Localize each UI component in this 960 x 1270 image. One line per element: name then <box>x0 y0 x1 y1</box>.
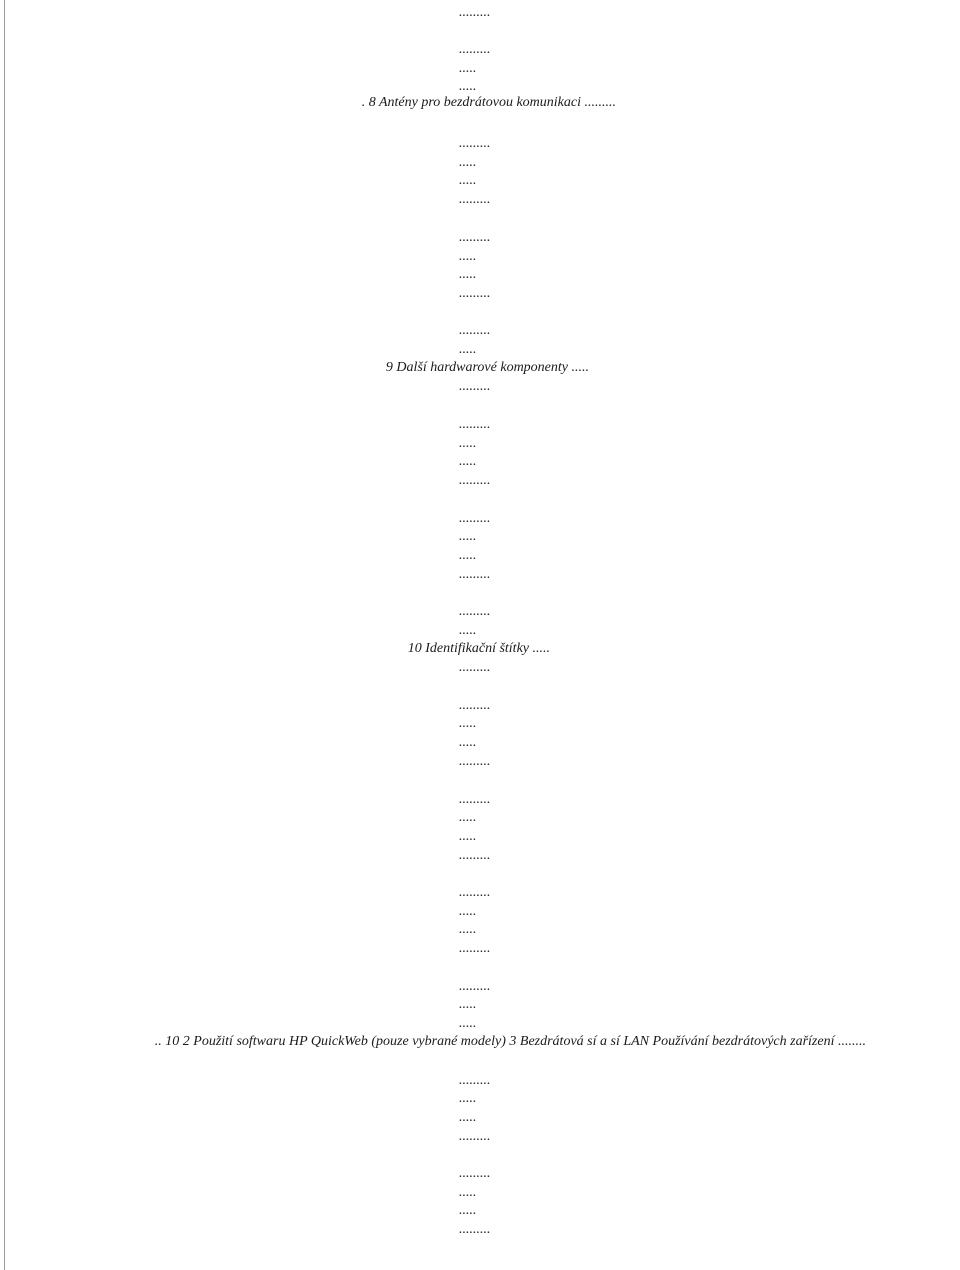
toc-entry-antennas: . 8 Antény pro bezdrátovou komunikaci ......... <box>361 95 616 110</box>
dot-leader: ..... <box>459 904 477 919</box>
dot-leader: ..... <box>459 155 477 170</box>
dot-leader: ..... <box>459 529 477 544</box>
dot-leader: ......... <box>459 1166 491 1181</box>
dot-leader: ......... <box>459 286 491 301</box>
dot-leader: ..... <box>459 1185 477 1200</box>
dot-leader: ..... <box>459 267 477 282</box>
dot-leader: ..... <box>459 997 477 1012</box>
dot-leader: ..... <box>459 342 477 357</box>
dot-leader: ......... <box>459 567 491 582</box>
dot-leader: ..... <box>459 716 477 731</box>
dot-leader: ......... <box>459 192 491 207</box>
dot-leader: ......... <box>459 754 491 769</box>
dot-leader: ......... <box>459 323 491 338</box>
dot-leader: ..... <box>459 1091 477 1106</box>
dot-leader: ..... <box>459 1110 477 1125</box>
dot-leader: ......... <box>459 941 491 956</box>
dot-leader: ......... <box>459 885 491 900</box>
dot-leader: ......... <box>459 511 491 526</box>
toc-entry-hardware: 9 Další hardwarové komponenty ..... <box>385 360 589 375</box>
dot-leader: ......... <box>459 379 491 394</box>
toc-entry-software-wireless: .. 10 2 Použití softwaru HP QuickWeb (pouze vybrané modely) 3 Bezdrátová sí a sí LAN Používání bezdrátových zařízení ........ <box>154 1034 866 1049</box>
dot-leader: ..... <box>459 548 477 563</box>
dot-leader: ......... <box>459 660 491 675</box>
dot-leader: ......... <box>459 979 491 994</box>
dot-leader: ..... <box>459 436 477 451</box>
dot-leader: ......... <box>459 473 491 488</box>
dot-leader: ..... <box>459 1016 477 1031</box>
dot-leader: ..... <box>459 173 477 188</box>
dot-leader: ..... <box>459 79 477 94</box>
dot-leader: ......... <box>459 792 491 807</box>
dot-leader: ......... <box>459 848 491 863</box>
dot-leader: ..... <box>459 623 477 638</box>
dot-leader: ......... <box>459 604 491 619</box>
dot-leader: ......... <box>459 698 491 713</box>
dot-leader: ..... <box>459 61 477 76</box>
dot-leader: ......... <box>459 5 491 20</box>
dot-leader: ..... <box>459 249 477 264</box>
dot-leader: ......... <box>459 1222 491 1237</box>
dot-leader: ......... <box>459 417 491 432</box>
dot-leader: ..... <box>459 454 477 469</box>
left-margin-rule <box>4 0 5 1270</box>
toc-entry-labels: 10 Identifikační štítky ..... <box>407 641 550 656</box>
dot-leader: ..... <box>459 922 477 937</box>
dot-leader: ......... <box>459 1073 491 1088</box>
dot-leader: ..... <box>459 829 477 844</box>
dot-leader: ......... <box>459 136 491 151</box>
dot-leader: ......... <box>459 1129 491 1144</box>
dot-leader: ......... <box>459 42 491 57</box>
dot-leader: ..... <box>459 1203 477 1218</box>
dot-leader: ..... <box>459 735 477 750</box>
dot-leader: ......... <box>459 230 491 245</box>
dot-leader: ..... <box>459 810 477 825</box>
